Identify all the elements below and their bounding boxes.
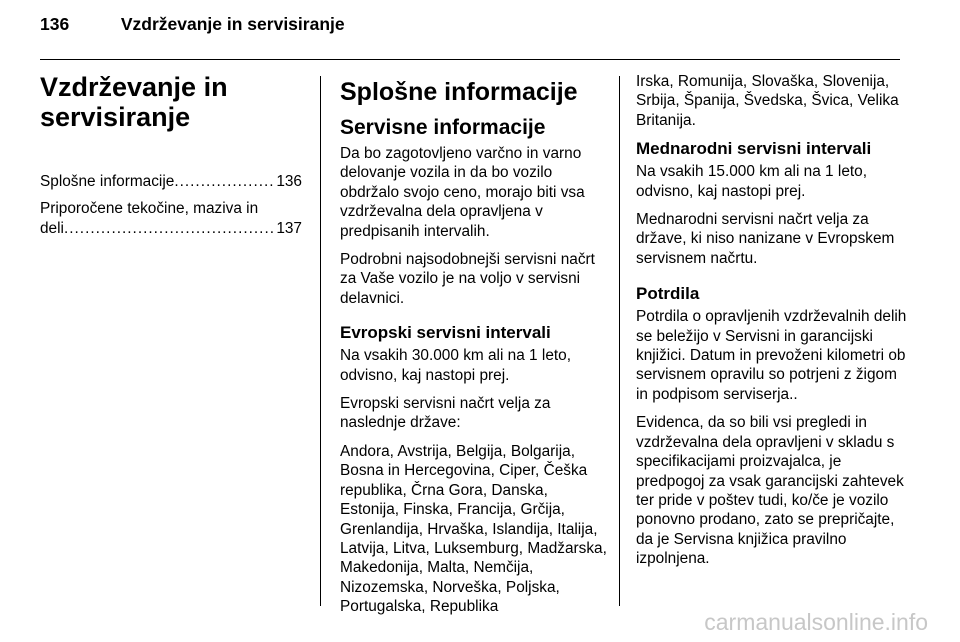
subheading: Evropski servisni intervali <box>340 323 551 343</box>
page-header <box>40 14 345 35</box>
toc-entry[interactable] <box>40 199 302 238</box>
toc-entry[interactable] <box>40 172 302 191</box>
toc-leader <box>174 172 274 191</box>
toc-page-number: 137 <box>276 219 302 237</box>
toc-entry-text-cont: deli <box>40 219 64 237</box>
subsection-title: Servisne informacije <box>340 116 546 139</box>
paragraph: Andora, Avstrija, Belgija, Bolgarija, Bosna in Hercegovina, Ciper, Češka republika, Črna Gora, Danska, Estonija, Finska, Francija, Grčija, Grenlandija, Hrvaška, Islandija, Italija, Latvija, Litva, Luksemburg, Madžarska, Makedonija, Malta, Nemčija, Nizozemska, Norveška, Poljska, Portugalska, Republika <box>340 442 607 616</box>
toc-entry-text: Priporočene tekočine, maziva in <box>40 200 259 218</box>
column-left <box>40 72 302 246</box>
paragraph: Na vsakih 15.000 km ali na 1 leto, odvisno, kaj nastopi prej. <box>636 163 867 200</box>
column-divider-1 <box>320 76 321 606</box>
paragraph: Evropski servisni načrt velja za naslednje države: <box>340 395 551 432</box>
paragraph: Podrobni najsodobnejši servisni načrt za Vaše vozilo je na voljo v servisni delavnici. <box>340 251 595 307</box>
column-middle <box>340 72 608 626</box>
paragraph: Irska, Romunija, Slovaška, Slovenija, Srbija, Španija, Švedska, Švica, Velika Britanija. <box>636 73 899 129</box>
paragraph: Da bo zagotovljeno varčno in varno delovanje vozila in da bo vozilo obdržalo svojo ceno, morajo biti vsa vzdrževalna dela opravljena v predpisanih intervalih. <box>340 145 585 240</box>
chapter-title: Vzdrževanje in servisiranje <box>40 72 228 132</box>
watermark: carmanualsonline.info <box>704 609 928 635</box>
paragraph: Potrdila o opravljenih vzdrževalnih delih se beležijo v Servisni in garancijski knjižici. Datum in prevoženi kilometri ob servisnem opravilu so potrjeni z žigom in podpisom serviserja.. <box>636 308 907 403</box>
header-rule <box>40 59 900 60</box>
subheading: Mednarodni servisni intervali <box>636 139 872 159</box>
column-right <box>636 72 908 578</box>
column-divider-2 <box>619 76 620 606</box>
page-number: 136 <box>40 14 70 34</box>
subheading: Potrdila <box>636 284 700 304</box>
paragraph: Na vsakih 30.000 km ali na 1 leto, odvisno, kaj nastopi prej. <box>340 347 571 384</box>
section-title: Splošne informacije <box>340 78 578 106</box>
paragraph: Evidenca, da so bili vsi pregledi in vzdrževalna dela opravljeni v skladu s specifikacijami proizvajalca, je predpogoj za vsak garancijski zahtevek ter pride v poštev tudi, ko/če je vozilo ponovno prodano, zato se prepričajte, da je Servisna knjižica pravilno izpolnjena. <box>636 414 904 568</box>
toc-leader <box>64 219 274 238</box>
toc-entry-text: Splošne informacije <box>40 173 175 190</box>
toc-page-number: 136 <box>276 173 302 190</box>
running-title: Vzdrževanje in servisiranje <box>120 14 345 34</box>
paragraph: Mednarodni servisni načrt velja za države, ki niso nanizane v Evropskem servisnem načrtu. <box>636 211 895 267</box>
